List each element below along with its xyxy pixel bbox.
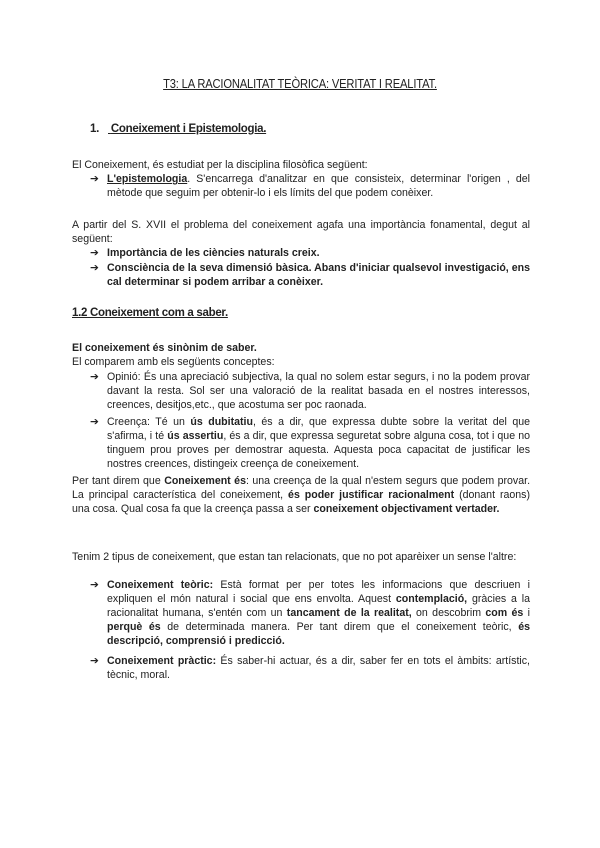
list-item-creenca: [90, 415, 530, 471]
text-run: , és a dir, que expressa dubte sobre la veritat del que s'afirma, i té: [107, 416, 531, 442]
tenim-paragraph: Tenim 2 tipus de coneixement, que estan tan relacionats, que no pot aparèixer un sense l'altre:: [72, 551, 517, 563]
epistemologia-text: . S'encarrega d'analitzar en que consisteix, determinar l'origen , del mètode que seguim per obtenir-lo i els límits del que podem conèixer.: [107, 173, 530, 199]
section-number: 1.: [90, 123, 99, 135]
arrow-icon: ➔: [90, 371, 99, 383]
arrow-icon: ➔: [90, 173, 99, 185]
comparem-line: El comparem amb els següents conceptes:: [72, 356, 275, 368]
text-run: (donant raons) una cosa. Qual cosa fa que la creença passa a ser: [72, 489, 530, 515]
document-title: T3: LA RACIONALITAT TEÒRICA: VERITAT I REALITAT.: [163, 76, 437, 91]
bold-run: és descripció, comprensió i predicció.: [107, 621, 530, 647]
list-item-practic: [90, 654, 530, 682]
section-heading-1: [90, 123, 266, 135]
list-item-text: Importància de les ciències naturals creix.: [107, 247, 320, 259]
text-run: Per tant direm que: [72, 475, 165, 487]
section-heading-2: 1.2 Coneixement com a saber.: [72, 307, 228, 319]
bold-run: és poder justificar racionalment: [288, 489, 455, 501]
section-heading-text: Coneixement i Epistemologia.: [110, 123, 267, 135]
text-run: i: [523, 607, 531, 619]
text-run: gràcies a la racionalitat humana, s'entén com un: [107, 593, 530, 619]
bold-run: ús dubitatiu: [190, 416, 253, 428]
list-item-ciencies: [90, 246, 530, 260]
list-item-text: [107, 415, 530, 471]
text-run: : una creença de la qual n'estem segurs que podem provar. La principal característica del coneixement,: [72, 475, 531, 501]
xvii-paragraph: A partir del S. XVII el problema del coneixement agafa una importància fonamental, degut al següent:: [72, 219, 530, 245]
list-item-epistemologia: [90, 172, 530, 200]
bold-run: coneixement objectivament vertader.: [313, 503, 500, 515]
arrow-icon: ➔: [90, 416, 99, 428]
text-run: Creença: Té un: [107, 416, 191, 428]
pertant-paragraph: [72, 474, 530, 516]
text-run: , és a dir, que expressa seguretat sobre alguna cosa, tot i que no tinguem prou proves per demostrar aquesta. Aquesta poca capacitat de justificar les nostres creences, distingeix creença de coneixement.: [107, 430, 530, 470]
list-item-teoric: [90, 578, 530, 648]
bold-run: Coneixement és: [164, 475, 246, 487]
list-item-opinio: [90, 370, 530, 412]
intro-paragraph: El Coneixement, és estudiat per la disciplina filosòfica següent:: [72, 159, 368, 171]
bold-run: com és: [485, 607, 524, 619]
list-item-text: Consciència de la seva dimensió bàsica. Abans d'iniciar qualsevol investigació, ens cal determinar si podem arribar a conèixer.: [107, 262, 530, 288]
arrow-icon: ➔: [90, 247, 99, 259]
bold-run: perquè és: [107, 621, 161, 633]
bold-run: tancament de la realitat,: [286, 607, 412, 619]
bold-run: contemplació,: [395, 593, 468, 605]
bold-run: Coneixement teòric:: [107, 579, 214, 591]
arrow-icon: ➔: [90, 262, 99, 274]
arrow-icon: ➔: [90, 655, 99, 667]
bold-run: Coneixement pràctic:: [107, 655, 217, 667]
text-run: És saber-hi actuar, és a dir, saber fer en tots el àmbits: artístic, tècnic, moral.: [107, 655, 531, 681]
list-item-consciencia: [90, 261, 530, 289]
text-run: on descobrim: [411, 607, 486, 619]
term-epistemologia: L'epistemologia: [107, 173, 188, 185]
bold-run: ús assertiu: [167, 430, 224, 442]
sinonim-line: El coneixement és sinònim de saber.: [72, 342, 257, 354]
list-item-text: [107, 172, 530, 200]
list-item-text: Opinió: És una apreciació subjectiva, la qual no solem estar segurs, i no la podem provar davant la resta. Sol ser una valoració de la realitat basada en el nostres interessos, creences, desitjos,etc., que acostuma ser poc raonada.: [107, 371, 530, 411]
arrow-icon: ➔: [90, 579, 99, 591]
text-run: de determinada manera. Per tant direm que el coneixement teòric,: [160, 621, 519, 633]
text-run: Està format per per totes les informacions que descriuen i expliquen el món natural i social que ens envolta. Aquest: [107, 579, 530, 605]
list-item-text: [107, 654, 530, 682]
list-item-text: [107, 578, 530, 648]
